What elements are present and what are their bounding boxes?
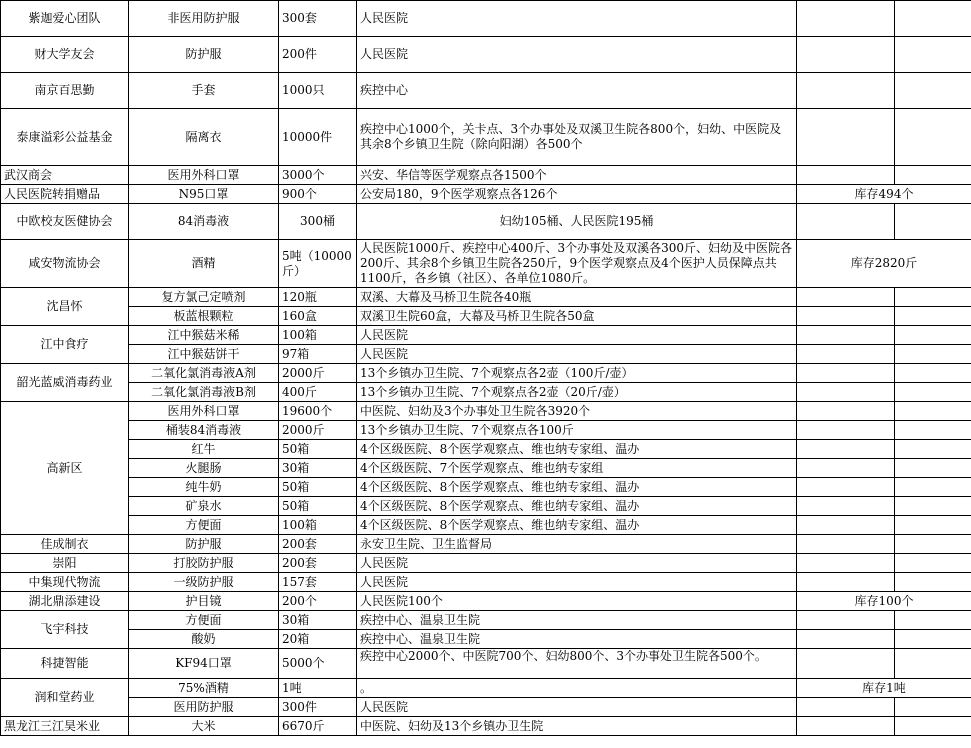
- empty-cell: [797, 516, 895, 535]
- donor-cell: 佳成制衣: [1, 535, 129, 554]
- destination-cell: 疾控中心: [357, 73, 797, 109]
- destination-cell: 人民医院: [357, 37, 797, 73]
- empty-cell: [797, 307, 895, 326]
- item-cell: 红牛: [129, 440, 279, 459]
- table-row: [1, 573, 971, 592]
- item-cell: 酒精: [129, 240, 279, 288]
- donor-cell: 韶光蓝威消毒药业: [1, 364, 129, 402]
- destination-cell: 疾控中心1000个，关卡点、3个办事处及双溪卫生院各800个，妇幼、中医院及其余8个乡镇卫生院（除向阳湖）各500个: [357, 109, 797, 166]
- quantity-cell: 10000件: [279, 109, 357, 166]
- donor-cell: 湖北鼎添建设: [1, 592, 129, 611]
- item-cell: 一级防护服: [129, 573, 279, 592]
- item-cell: 75%酒精: [129, 679, 279, 698]
- quantity-cell: 50箱: [279, 497, 357, 516]
- donor-cell: 紫迦爱心团队: [1, 1, 129, 37]
- destination-cell: 4个区级医院、8个医学观察点、维也纳专家组、温办: [357, 440, 797, 459]
- table-row: [1, 37, 971, 73]
- quantity-cell: 2000斤: [279, 364, 357, 383]
- quantity-cell: 6670斤: [279, 717, 357, 736]
- table-row: [1, 402, 971, 421]
- quantity-cell: 5吨（10000斤）: [279, 240, 357, 288]
- item-cell: KF94口罩: [129, 649, 279, 679]
- destination-cell: 。: [357, 679, 797, 698]
- empty-cell: [895, 630, 971, 649]
- table-row: [1, 240, 971, 288]
- empty-cell: [895, 166, 971, 185]
- empty-cell: [895, 698, 971, 717]
- item-cell: 桶装84消毒液: [129, 421, 279, 440]
- item-cell: 二氧化氯消毒液A剂: [129, 364, 279, 383]
- item-cell: 防护服: [129, 535, 279, 554]
- destination-cell: 兴安、华信等医学观察点各1500个: [357, 166, 797, 185]
- quantity-cell: 50箱: [279, 440, 357, 459]
- table-row: [1, 1, 971, 37]
- empty-cell: [797, 345, 895, 364]
- donor-cell: 科捷智能: [1, 649, 129, 679]
- table-row: [1, 497, 971, 516]
- empty-cell: [797, 497, 895, 516]
- table-row: [1, 307, 971, 326]
- empty-cell: [895, 554, 971, 573]
- empty-cell: [895, 516, 971, 535]
- item-cell: 大米: [129, 717, 279, 736]
- empty-cell: [895, 307, 971, 326]
- item-cell: 防护服: [129, 37, 279, 73]
- donor-cell: 南京百思勤: [1, 73, 129, 109]
- empty-cell: [797, 37, 895, 73]
- quantity-cell: 300套: [279, 1, 357, 37]
- quantity-cell: 5000个: [279, 649, 357, 679]
- stock-cell: 库存100个: [797, 592, 971, 611]
- quantity-cell: 160盒: [279, 307, 357, 326]
- donor-cell: 武汉商会: [1, 166, 129, 185]
- empty-cell: [797, 535, 895, 554]
- table-row: [1, 535, 971, 554]
- empty-cell: [895, 649, 971, 679]
- item-cell: 江中猴菇饼干: [129, 345, 279, 364]
- table-row: [1, 698, 971, 717]
- item-cell: N95口罩: [129, 185, 279, 204]
- donor-cell: 崇阳: [1, 554, 129, 573]
- quantity-cell: 200套: [279, 554, 357, 573]
- empty-cell: [895, 364, 971, 383]
- empty-cell: [895, 421, 971, 440]
- quantity-cell: 300件: [279, 698, 357, 717]
- item-cell: 矿泉水: [129, 497, 279, 516]
- destination-cell: 人民医院: [357, 345, 797, 364]
- donor-cell: 中欧校友医健协会: [1, 204, 129, 240]
- table-row: [1, 166, 971, 185]
- table-row: [1, 611, 971, 630]
- empty-cell: [895, 497, 971, 516]
- donor-cell: 黑龙江三江昊米业: [1, 717, 129, 736]
- empty-cell: [895, 611, 971, 630]
- quantity-cell: 157套: [279, 573, 357, 592]
- destination-cell: 13个乡镇办卫生院、7个观察点各2壶（100斤/壶）: [357, 364, 797, 383]
- destination-cell: 疾控中心、温泉卫生院: [357, 630, 797, 649]
- stock-cell: 库存2820斤: [797, 240, 971, 288]
- empty-cell: [797, 383, 895, 402]
- destination-cell: 永安卫生院、卫生监督局: [357, 535, 797, 554]
- destination-cell: 人民医院: [357, 554, 797, 573]
- stock-cell: 库存494个: [797, 185, 971, 204]
- empty-cell: [797, 630, 895, 649]
- destination-cell: 中医院、妇幼及3个办事处卫生院各3920个: [357, 402, 797, 421]
- table-row: [1, 592, 971, 611]
- item-cell: 隔离衣: [129, 109, 279, 166]
- empty-cell: [797, 698, 895, 717]
- destination-cell: 双溪、大幕及马桥卫生院各40瓶: [357, 288, 797, 307]
- empty-cell: [895, 109, 971, 166]
- quantity-cell: 3000个: [279, 166, 357, 185]
- table-row: [1, 679, 971, 698]
- quantity-cell: 1000只: [279, 73, 357, 109]
- item-cell: 医用防护服: [129, 698, 279, 717]
- quantity-cell: 1吨: [279, 679, 357, 698]
- table-row: [1, 649, 971, 679]
- quantity-cell: 20箱: [279, 630, 357, 649]
- empty-cell: [797, 440, 895, 459]
- empty-cell: [895, 204, 971, 240]
- destination-cell: 疾控中心2000个、中医院700个、妇幼800个、3个办事处卫生院各500个。: [357, 649, 797, 679]
- table-row: [1, 440, 971, 459]
- empty-cell: [797, 573, 895, 592]
- item-cell: 方便面: [129, 516, 279, 535]
- destination-cell: 人民医院1000斤、疾控中心400斤、3个办事处及双溪各300斤、妇幼及中医院各200斤、其余8个乡镇卫生院各250斤，9个医学观察点及4个医护人员保障点共1100斤，各乡镇（社区）、各单位1080斤。: [357, 240, 797, 288]
- destination-cell: 4个区级医院、7个医学观察点、维也纳专家组: [357, 459, 797, 478]
- item-cell: 护目镜: [129, 592, 279, 611]
- destination-cell: 13个乡镇办卫生院、7个观察点各100斤: [357, 421, 797, 440]
- quantity-cell: 30箱: [279, 611, 357, 630]
- item-cell: 非医用防护服: [129, 1, 279, 37]
- quantity-cell: 200套: [279, 535, 357, 554]
- destination-cell: 疾控中心、温泉卫生院: [357, 611, 797, 630]
- destination-cell: 4个区级医院、8个医学观察点、维也纳专家组、温办: [357, 516, 797, 535]
- item-cell: 江中猴菇米稀: [129, 326, 279, 345]
- table-row: [1, 204, 971, 240]
- destination-cell: 中医院、妇幼及13个乡镇办卫生院: [357, 717, 797, 736]
- item-cell: 酸奶: [129, 630, 279, 649]
- quantity-cell: 19600个: [279, 402, 357, 421]
- donor-cell: 泰康溢彩公益基金: [1, 109, 129, 166]
- empty-cell: [797, 649, 895, 679]
- empty-cell: [797, 402, 895, 421]
- empty-cell: [895, 459, 971, 478]
- empty-cell: [895, 73, 971, 109]
- table-row: [1, 383, 971, 402]
- item-cell: 复方氯己定喷剂: [129, 288, 279, 307]
- donor-cell: 财大学友会: [1, 37, 129, 73]
- donor-cell: 中集现代物流: [1, 573, 129, 592]
- item-cell: 84消毒液: [129, 204, 279, 240]
- quantity-cell: 2000斤: [279, 421, 357, 440]
- empty-cell: [895, 383, 971, 402]
- empty-cell: [895, 478, 971, 497]
- quantity-cell: 100箱: [279, 516, 357, 535]
- destination-cell: 双溪卫生院60盒，大幕及马桥卫生院各50盒: [357, 307, 797, 326]
- item-cell: 医用外科口罩: [129, 166, 279, 185]
- donor-cell: 润和堂药业: [1, 679, 129, 717]
- item-cell: 纯牛奶: [129, 478, 279, 497]
- table-row: [1, 554, 971, 573]
- destination-cell: 13个乡镇办卫生院、7个观察点各2壶（20斤/壶）: [357, 383, 797, 402]
- empty-cell: [895, 326, 971, 345]
- empty-cell: [797, 459, 895, 478]
- empty-cell: [895, 573, 971, 592]
- table-row: [1, 421, 971, 440]
- destination-cell: 人民医院: [357, 1, 797, 37]
- donor-cell: 飞宇科技: [1, 611, 129, 649]
- destination-cell: 人民医院: [357, 573, 797, 592]
- table-row: [1, 73, 971, 109]
- item-cell: 手套: [129, 73, 279, 109]
- quantity-cell: 900个: [279, 185, 357, 204]
- empty-cell: [895, 1, 971, 37]
- table-row: [1, 288, 971, 307]
- table-row: [1, 630, 971, 649]
- destination-cell: 4个区级医院、8个医学观察点、维也纳专家组、温办: [357, 497, 797, 516]
- stock-cell: 库存1吨: [797, 679, 971, 698]
- empty-cell: [797, 611, 895, 630]
- table-row: [1, 345, 971, 364]
- quantity-cell: 30箱: [279, 459, 357, 478]
- empty-cell: [797, 73, 895, 109]
- item-cell: 打胶防护服: [129, 554, 279, 573]
- empty-cell: [797, 326, 895, 345]
- quantity-cell: 120瓶: [279, 288, 357, 307]
- empty-cell: [797, 717, 895, 736]
- quantity-cell: 400斤: [279, 383, 357, 402]
- empty-cell: [895, 402, 971, 421]
- table-row: [1, 364, 971, 383]
- destination-cell: 公安局180，9个医学观察点各126个: [357, 185, 797, 204]
- empty-cell: [797, 421, 895, 440]
- destination-cell: 人民医院100个: [357, 592, 797, 611]
- quantity-cell: 97箱: [279, 345, 357, 364]
- empty-cell: [895, 717, 971, 736]
- donor-cell: 人民医院转捐赠品: [1, 185, 129, 204]
- empty-cell: [797, 364, 895, 383]
- quantity-cell: 300桶: [279, 204, 357, 240]
- table-row: [1, 516, 971, 535]
- quantity-cell: 100箱: [279, 326, 357, 345]
- empty-cell: [895, 37, 971, 73]
- empty-cell: [797, 288, 895, 307]
- table-row: [1, 185, 971, 204]
- empty-cell: [797, 204, 895, 240]
- item-cell: 火腿肠: [129, 459, 279, 478]
- empty-cell: [797, 554, 895, 573]
- destination-cell: 4个区级医院、8个医学观察点、维也纳专家组、温办: [357, 478, 797, 497]
- table-row: [1, 717, 971, 736]
- empty-cell: [797, 1, 895, 37]
- empty-cell: [895, 535, 971, 554]
- empty-cell: [895, 288, 971, 307]
- donor-cell: 江中食疗: [1, 326, 129, 364]
- table-row: [1, 109, 971, 166]
- empty-cell: [895, 440, 971, 459]
- item-cell: 医用外科口罩: [129, 402, 279, 421]
- empty-cell: [895, 345, 971, 364]
- destination-cell: 人民医院: [357, 698, 797, 717]
- item-cell: 板蓝根颗粒: [129, 307, 279, 326]
- destination-cell: 人民医院: [357, 326, 797, 345]
- table-row: [1, 326, 971, 345]
- donor-cell: 高新区: [1, 402, 129, 535]
- destination-cell: 妇幼105桶、人民医院195桶: [357, 204, 797, 240]
- quantity-cell: 200个: [279, 592, 357, 611]
- empty-cell: [797, 166, 895, 185]
- donor-cell: 咸安物流协会: [1, 240, 129, 288]
- quantity-cell: 200件: [279, 37, 357, 73]
- quantity-cell: 50箱: [279, 478, 357, 497]
- item-cell: 方便面: [129, 611, 279, 630]
- donor-cell: 沈昌怀: [1, 288, 129, 326]
- empty-cell: [797, 478, 895, 497]
- table-row: [1, 459, 971, 478]
- empty-cell: [797, 109, 895, 166]
- item-cell: 二氧化氯消毒液B剂: [129, 383, 279, 402]
- table-row: [1, 478, 971, 497]
